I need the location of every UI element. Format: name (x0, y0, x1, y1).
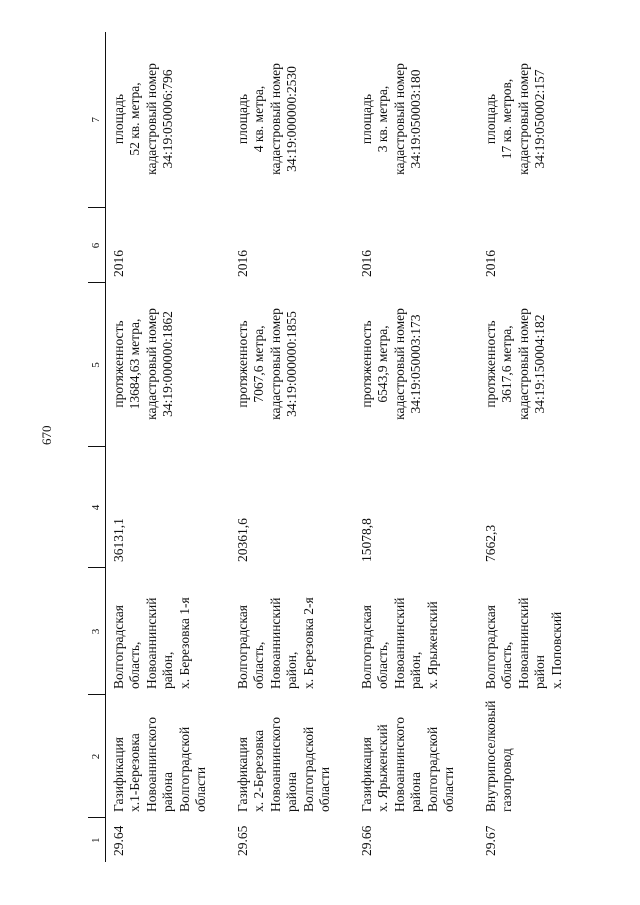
cell-object-name-line: х. 2-Березовка (251, 729, 266, 812)
cell-object-name (478, 695, 602, 818)
cell-land-plot-line: кадастровый номер (143, 63, 159, 175)
cell-land-plot-line: площадь (482, 93, 498, 145)
cell-land-plot-line: кадастровый номер (391, 63, 407, 175)
cell-specifications-line: кадастровый номер (143, 308, 159, 420)
cell-location-line: Новоаннинский (267, 597, 283, 689)
cell-location (230, 568, 354, 695)
cell-specifications (354, 283, 478, 447)
cell-location-line: Новоаннинский (391, 597, 407, 689)
cell-land-plot-line: 3 кв. метра, (375, 85, 390, 153)
cell-location-line: район (532, 655, 547, 689)
cell-land-plot-line: кадастровый номер (267, 63, 283, 175)
cell-location-line: район, (160, 651, 175, 689)
column-header-1: 1 (88, 818, 105, 862)
column-header-2: 2 (88, 695, 105, 818)
cell-year: 2016 (110, 250, 126, 277)
table-row (105, 32, 230, 862)
cell-location-line: х. Березовка 2-я (300, 597, 316, 689)
cell-location-line: район, (284, 651, 299, 689)
cell-location (478, 568, 602, 695)
cell-land-plot-line: 4 кв. метра, (251, 85, 266, 153)
cell-specifications-line: 3617,6 метра, (499, 325, 514, 403)
cell-location-line: Волгоградская (358, 605, 374, 689)
cell-land-plot-line: 34:19:050003:180 (408, 69, 423, 169)
cell-object-name-line: х. Ярыженский (375, 724, 390, 812)
cell-object-name-line: х.1-Березовка (127, 733, 142, 812)
cell-year: 2016 (358, 250, 374, 277)
cell-specifications-line: протяженность (358, 320, 374, 408)
cell-location-line: район, (408, 651, 423, 689)
column-header-7: 7 (88, 32, 105, 208)
cell-object-name-line: Новоаннинского (267, 717, 283, 812)
cell-specifications-line: кадастровый номер (515, 308, 531, 420)
cell-object-name (105, 695, 230, 818)
cell-location-line: х. Ярыженский (424, 601, 440, 689)
cell-location (105, 568, 230, 695)
cell-specifications-line: 6543,9 метра, (375, 325, 390, 403)
cell-land-plot-line: площадь (110, 93, 126, 145)
page-number: 670 (39, 425, 54, 445)
cell-land-plot-line: 34:19:050006:796 (160, 69, 175, 169)
cell-object-name-line: области (317, 766, 332, 812)
cell-item-number: 29.66 (358, 825, 374, 856)
cell-item-number: 29.64 (110, 825, 126, 856)
cell-cost: 20361,6 (234, 518, 250, 562)
cell-object-name-line: области (441, 766, 456, 812)
cell-object-name (354, 695, 478, 818)
cell-land-plot-line: кадастровый номер (515, 63, 531, 175)
cell-year: 2016 (234, 250, 250, 277)
cell-location-line: область, (251, 641, 266, 689)
cell-specifications-line: 34:19:150004:182 (532, 314, 547, 414)
table-row (478, 32, 602, 862)
cell-cost: 7662,3 (482, 524, 498, 562)
cell-object-name-line: Газификация (358, 737, 374, 812)
cell-object-name-line: Волгоградской (300, 726, 316, 812)
cell-item-number: 29.67 (482, 825, 498, 856)
cell-object-name-line: области (193, 766, 208, 812)
cell-location-line: Волгоградская (234, 605, 250, 689)
cell-land-plot (105, 32, 230, 208)
cell-land-plot (230, 32, 354, 208)
cell-location-line: Волгоградская (110, 605, 126, 689)
cell-land-plot-line: площадь (234, 93, 250, 145)
objects-table (88, 32, 602, 862)
cell-specifications-line: 34:19:000000:1862 (160, 311, 175, 417)
cell-location-line: область, (499, 641, 514, 689)
cell-location-line: область, (375, 641, 390, 689)
cell-specifications (230, 283, 354, 447)
cell-object-name-line: Новоаннинского (143, 717, 159, 812)
cell-land-plot-line: площадь (358, 93, 374, 145)
cell-land-plot-line: 52 кв. метра, (127, 82, 142, 156)
cell-specifications (478, 283, 602, 447)
cell-land-plot-line: 34:19:050002:157 (532, 69, 547, 169)
cell-specifications-line: 34:19:050003:173 (408, 314, 423, 414)
cell-specifications-line: 13684,63 метра, (127, 318, 142, 410)
cell-object-name-line: района (284, 772, 299, 812)
cell-location-line: Новоаннинский (143, 597, 159, 689)
cell-location-line: Новоаннинский (515, 597, 531, 689)
cell-object-name-line: Волгоградской (424, 726, 440, 812)
cell-location (354, 568, 478, 695)
column-number-header-row (88, 32, 105, 862)
table-row (230, 32, 354, 862)
cell-specifications-line: кадастровый номер (267, 308, 283, 420)
cell-location-line: область, (127, 641, 142, 689)
cell-specifications-line: кадастровый номер (391, 308, 407, 420)
cell-specifications-line: 7067,6 метра, (251, 325, 266, 403)
cell-location-line: х. Березовка 1-я (176, 597, 192, 689)
column-header-3: 3 (88, 568, 105, 695)
cell-land-plot (478, 32, 602, 208)
column-header-4: 4 (88, 447, 105, 568)
cell-object-name-line: Газификация (110, 737, 126, 812)
cell-location-line: х. Поповский (548, 611, 564, 689)
cell-object-name-line: Волгоградской (176, 726, 192, 812)
cell-object-name (230, 695, 354, 818)
cell-location-line: Волгоградская (482, 605, 498, 689)
cell-specifications-line: 34:19:000000:1855 (284, 311, 299, 417)
cell-year: 2016 (482, 250, 498, 277)
cell-specifications (105, 283, 230, 447)
cell-land-plot-line: 34:19:000000:2530 (284, 66, 299, 172)
column-header-6: 6 (88, 208, 105, 283)
cell-cost: 36131,1 (110, 518, 126, 562)
column-header-5: 5 (88, 283, 105, 447)
cell-cost: 15078,8 (358, 518, 374, 562)
cell-land-plot-line: 17 кв. метров, (499, 78, 514, 160)
cell-object-name-line: района (160, 772, 175, 812)
cell-object-name-line: Новоаннинского (391, 717, 407, 812)
cell-specifications-line: протяженность (110, 320, 126, 408)
cell-item-number: 29.65 (234, 825, 250, 856)
cell-object-name-line: района (408, 772, 423, 812)
cell-land-plot (354, 32, 478, 208)
table-row (354, 32, 478, 862)
cell-specifications-line: протяженность (234, 320, 250, 408)
rotated-table-container (88, 32, 583, 862)
cell-object-name-line: газопровод (499, 748, 514, 812)
cell-object-name-line: Внутрипоселковый (482, 700, 498, 812)
cell-specifications-line: протяженность (482, 320, 498, 408)
cell-object-name-line: Газификация (234, 737, 250, 812)
